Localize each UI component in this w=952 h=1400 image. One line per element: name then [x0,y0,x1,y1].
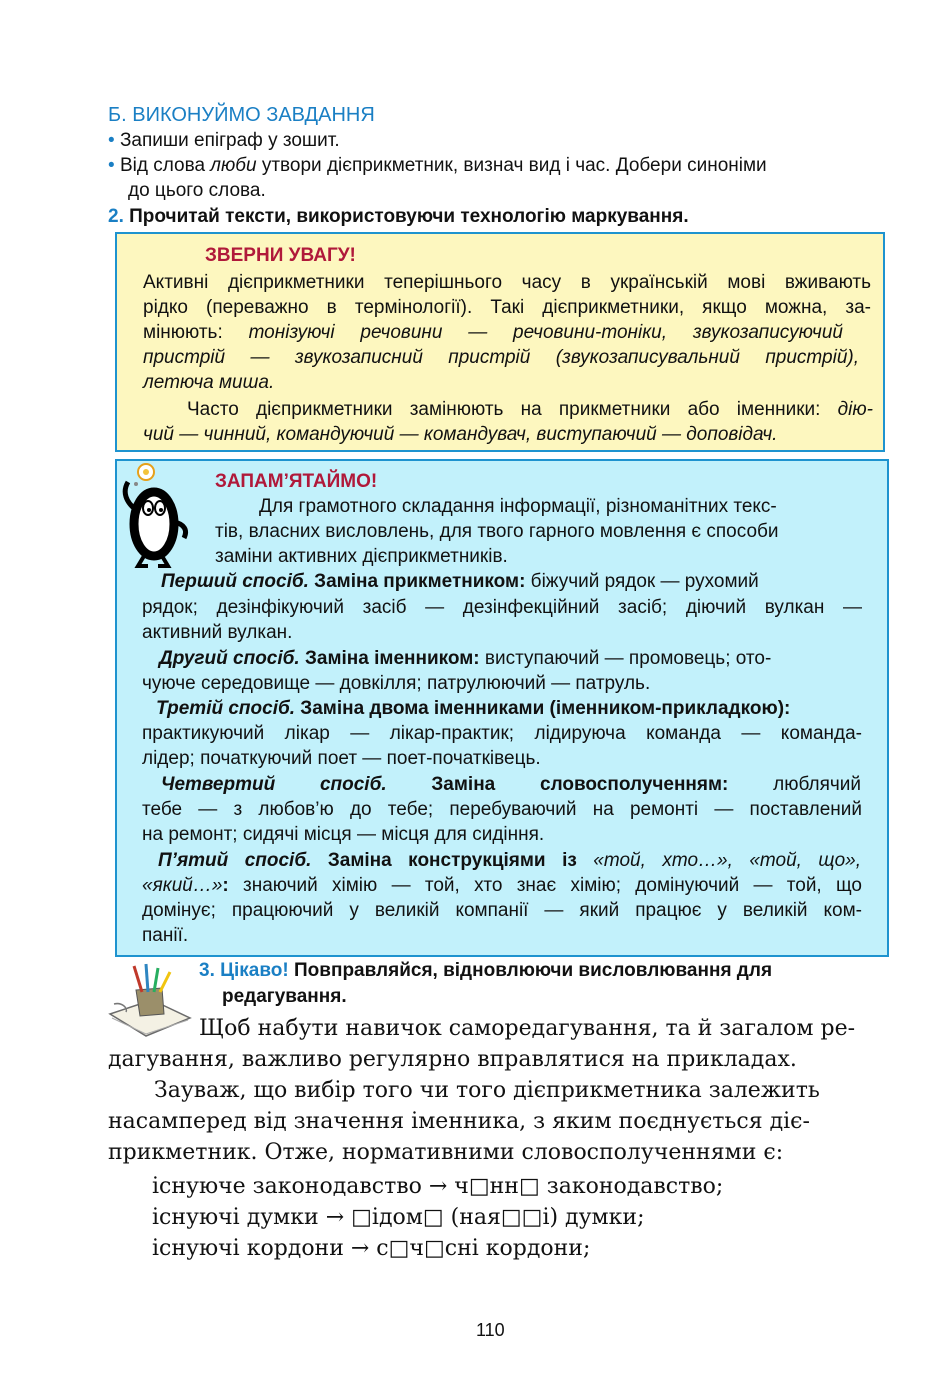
remember-line: тів, власних висловлень, для твого гарного мовлення є способи [215,521,779,542]
bullet-item [108,128,340,153]
attention-line [187,397,873,422]
remember-line: заміни активних дієприкметників. [215,546,508,567]
task-text: Прочитай тексти, використовуючи технологію маркування. [129,206,689,227]
remember-line: тебе — з любов’ю до тебе; перебуваючий на ремонті — поставлений [142,799,862,820]
method-4-heading [161,772,861,797]
remember-line: домінує; працюючий у великій компанії — який працює у великій ком- [142,900,862,921]
method-title: Заміна словосполученням: [431,774,729,795]
attention-line: чий — чинний, командуючий — командувач, виступаючий — доповідач. [143,424,778,445]
task-label: Цікаво! [220,960,289,981]
remember-line: чуюче середовище — довкілля; патрулюючий — патруль. [142,673,651,694]
method-2-heading [159,646,771,671]
text: Часто дієприкметники замінюють на прикметники або іменники: [187,399,838,420]
attention-line: рідко (переважно в термінології). Такі дієприкметники, якщо можна, за- [143,297,871,318]
text: мінюють: [143,322,249,343]
example-line: існуюче законодавство → ч□нн□ законодавство; [152,1174,724,1199]
example-text: «той, хто…», «той, що», [593,850,861,871]
remember-line: лідер; початкуючий поет — поет-початківець. [142,748,541,769]
example-line: існуючі кордони → с□ч□сні кордони; [152,1236,591,1261]
text: виступаючий — промовець; ото- [479,648,772,669]
attention-line: Активні дієприкметники теперішнього часу в українській мові вживають [143,272,871,293]
remember-line: панії. [142,925,189,946]
task-3 [199,958,772,983]
method-title: Заміна двома іменниками (іменником-прикладкою): [295,698,791,719]
text: біжучий рядок — рухомий [525,571,759,592]
remember-line: на ремонт; сидячі місця — місця для сидіння. [142,824,545,845]
attention-line: пристрій — звукозаписний пристрій (звукозаписувальний пристрій), [143,347,859,368]
text: люблячий [773,774,861,795]
bullet-continuation: до цього слова. [128,180,266,201]
example-text: дію- [837,399,873,420]
text: знаючий хімію — той, хто знає хімію; домінуючий — той, що [228,875,862,896]
task-number: 2. [108,206,124,227]
attention-line [143,320,843,345]
page-number: 110 [476,1320,505,1340]
body-line: дагування, важливо регулярно вправлятися на прикладах. [108,1047,797,1072]
method-3-heading [156,696,790,721]
method-title: Заміна іменником: [299,648,480,669]
body-line: насамперед від значення іменника, з яким поєднується діє- [108,1109,810,1134]
example-text: тонізуючі речовини — речовини-тоніки, звукозаписуючий [248,322,843,343]
bullet-icon: • [108,130,115,151]
remember-line: Для грамотного складання інформації, різноманітних текс- [259,496,777,517]
bullet-text: утвори дієприкметник, визнач вид і час. Добери синоніми [256,155,767,176]
example-text: «який…» [142,875,223,896]
section-heading: Б. ВИКОНУЙМО ЗАВДАННЯ [108,104,375,126]
example-line: існуючі думки → □ідом□ (ная□□і) думки; [152,1205,645,1230]
method-5-heading [158,848,861,873]
method-name: Четвертий спосіб. [161,774,387,795]
method-title: Заміна прикметником: [308,571,526,592]
bullet-text: Від слова [119,155,211,176]
remember-line: активний вулкан. [142,622,293,643]
remember-line: практикуючий лікар — лікар-практик; лідируюча команда — команда- [142,723,862,744]
task-2 [108,204,689,229]
remember-line [142,873,862,898]
attention-line: летюча миша. [143,372,275,393]
paper-and-pencils-icon [106,962,192,1038]
attention-title: ЗВЕРНИ УВАГУ! [205,245,356,266]
method-name: П’ятий спосіб. [158,850,312,871]
thinking-character-icon [118,462,198,570]
text: : [222,875,229,896]
emphasized-word: люби [210,155,257,176]
method-1-heading [161,569,759,594]
body-line: прикметник. Отже, нормативними словосполученнями є: [108,1140,784,1165]
method-title: Заміна конструкціями із [311,850,594,871]
task-text: Повправляйся, відновлюючи висловлювання для [288,960,773,981]
body-line: Щоб набути навичок саморедагування, та й загалом ре- [199,1016,856,1041]
method-name: Третій спосіб. [156,698,296,719]
bullet-text: Запиши епіграф у зошит. [119,130,340,151]
task-3-continuation: редагування. [222,986,347,1007]
remember-title: ЗАПАМ’ЯТАЙМО! [215,471,378,492]
task-number: 3. [199,960,215,981]
method-name: Перший спосіб. [161,571,309,592]
bullet-icon: • [108,155,115,176]
bullet-item [108,153,767,178]
remember-line: рядок; дезінфікуючий засіб — дезінфекційний засіб; діючий вулкан — [142,597,862,618]
body-line: Зауваж, що вибір того чи того дієприкметника залежить [154,1078,820,1103]
method-name: Другий спосіб. [159,648,300,669]
